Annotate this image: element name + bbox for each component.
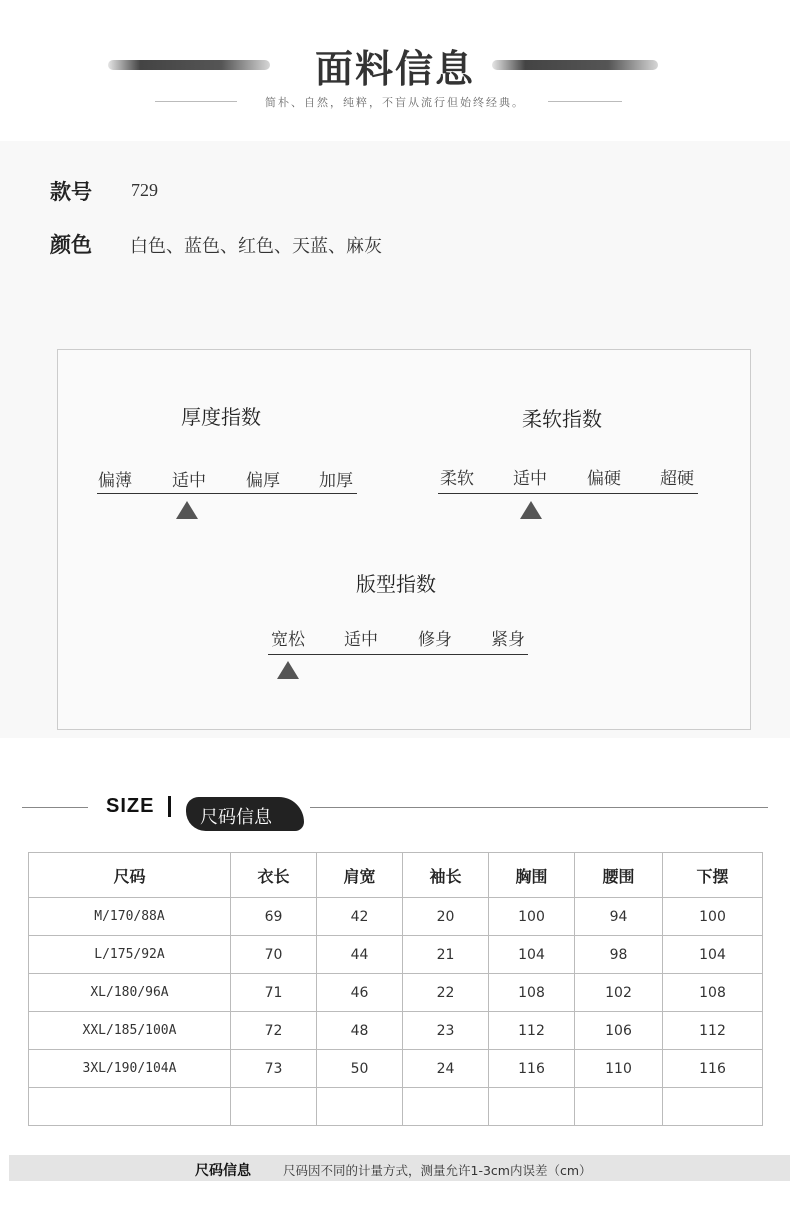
size-cell: L/175/92A [29,936,231,974]
fit-option: 修身 [418,630,452,650]
table-cell: 42 [317,898,403,936]
table-cell [663,1088,763,1126]
header-cell: 尺码 [29,853,231,898]
table-cell: 72 [231,1012,317,1050]
softness-scale-line [438,493,698,494]
style-number-value: 729 [131,180,158,200]
table-cell [231,1088,317,1126]
header-cell: 衣长 [231,853,317,898]
size-note-label: 尺码信息 [195,1163,251,1179]
size-cell: 3XL/190/104A [29,1050,231,1088]
thickness-option: 加厚 [319,471,353,491]
table-cell: 100 [663,898,763,936]
table-cell: 46 [317,974,403,1012]
header-cell: 下摆 [663,853,763,898]
thickness-option: 适中 [172,471,206,491]
style-number-label: 款号 [50,180,92,204]
fabric-index-box [57,349,751,730]
thickness-scale-line [97,493,357,494]
header-cell: 腰围 [575,853,663,898]
page-title: 面料信息 [314,46,475,91]
table-row [29,936,763,974]
table-cell: 106 [575,1012,663,1050]
table-cell [489,1088,575,1126]
table-row [29,898,763,936]
header-cell: 肩宽 [317,853,403,898]
table-header-row [29,853,763,898]
fit-option: 适中 [344,630,378,650]
table-cell: 112 [489,1012,575,1050]
table-cell: 21 [403,936,489,974]
table-cell: 20 [403,898,489,936]
table-cell: 70 [231,936,317,974]
color-label: 颜色 [50,233,92,257]
fit-index-title: 版型指数 [356,572,436,596]
color-value: 白色、蓝色、红色、天蓝、麻灰 [130,236,382,256]
thickness-index-title: 厚度指数 [181,405,261,429]
table-row [29,974,763,1012]
thickness-option: 偏薄 [98,471,132,491]
table-cell: 100 [489,898,575,936]
table-cell: 108 [489,974,575,1012]
table-cell: 102 [575,974,663,1012]
softness-option: 柔软 [440,469,474,489]
table-cell: 50 [317,1050,403,1088]
softness-index-title: 柔软指数 [522,407,602,431]
softness-option: 偏硬 [587,469,621,489]
size-cell [29,1088,231,1126]
size-table [28,852,763,1126]
table-cell: 69 [231,898,317,936]
table-cell [575,1088,663,1126]
softness-option: 超硬 [660,469,694,489]
table-cell: 48 [317,1012,403,1050]
table-cell [403,1088,489,1126]
fit-option: 宽松 [271,630,305,650]
fit-indicator-icon [277,661,299,679]
thickness-indicator-icon [176,501,198,519]
size-brush-label: 尺码信息 [200,807,272,828]
softness-option: 适中 [513,469,547,489]
table-cell: 71 [231,974,317,1012]
table-cell: 24 [403,1050,489,1088]
table-row [29,1050,763,1088]
header-cell: 胸围 [489,853,575,898]
size-rule-right [310,807,768,808]
table-cell: 108 [663,974,763,1012]
table-cell [317,1088,403,1126]
fit-scale-line [268,654,528,655]
table-cell: 22 [403,974,489,1012]
table-cell: 98 [575,936,663,974]
table-cell: 104 [663,936,763,974]
table-cell: 44 [317,936,403,974]
thickness-option: 偏厚 [246,471,280,491]
size-cell: XXL/185/100A [29,1012,231,1050]
size-note-text: 尺码因不同的计量方式，测量允许1-3cm内误差（cm） [283,1163,592,1178]
header-cell: 袖长 [403,853,489,898]
table-row [29,1088,763,1126]
page-subtitle: 简朴、自然，纯粹，不盲从流行但始终经典。 [265,96,525,109]
table-row [29,1012,763,1050]
size-heading: SIZE [106,795,155,817]
size-divider [168,796,171,817]
size-cell: XL/180/96A [29,974,231,1012]
fit-option: 紧身 [491,630,525,650]
size-rule-left [22,807,88,808]
softness-indicator-icon [520,501,542,519]
table-cell: 116 [663,1050,763,1088]
table-cell: 104 [489,936,575,974]
table-cell: 94 [575,898,663,936]
table-cell: 112 [663,1012,763,1050]
table-cell: 73 [231,1050,317,1088]
table-cell: 23 [403,1012,489,1050]
table-cell: 116 [489,1050,575,1088]
table-cell: 110 [575,1050,663,1088]
size-cell: M/170/88A [29,898,231,936]
